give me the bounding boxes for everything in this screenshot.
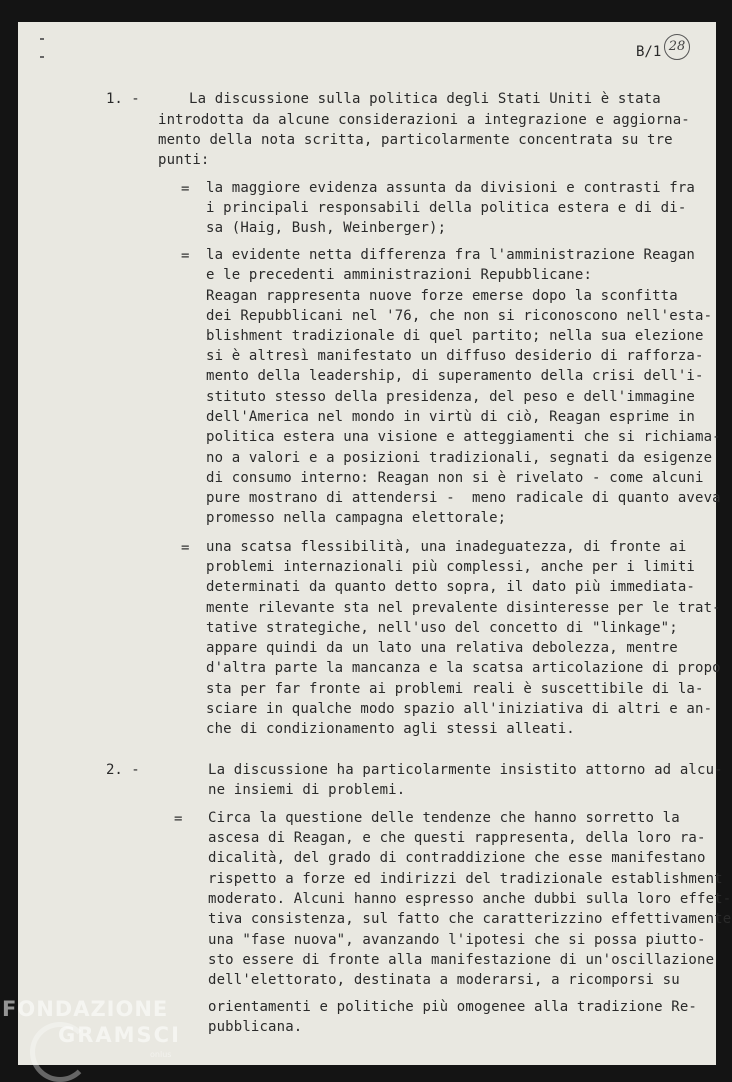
text-line: problemi internazionali più complessi, anche per i limiti: [206, 559, 695, 575]
text-line: orientamenti e politiche più omogenee alla tradizione Re-: [208, 999, 697, 1015]
text-line: dicalità, del grado di contraddizione che esse manifestano: [208, 850, 706, 866]
text-line: ne insiemi di problemi.: [208, 782, 406, 798]
bullet-marker: =: [181, 181, 190, 197]
text-line: che di condizionamento agli stessi alleati.: [206, 721, 575, 737]
bullet-marker: =: [174, 811, 183, 827]
text-line: punti:: [158, 152, 210, 168]
text-line: dell'elettorato, destinata a moderarsi, a ricomporsi su: [208, 972, 680, 988]
text-line: rispetto a forze ed indirizzi del tradizionale establishment: [208, 871, 723, 887]
text-line: tiva consistenza, sul fatto che caratterizzino effettivamente: [208, 911, 732, 927]
text-line: dell'America nel mondo in virtù di ciò, Reagan esprime in: [206, 409, 695, 425]
text-line: mento della leadership, di superamento della crisi dell'i-: [206, 368, 704, 384]
punch-mark: [40, 38, 44, 40]
text-line: mente rilevante sta nel prevalente disinteresse per le trat-: [206, 600, 721, 616]
text-line: blishment tradizionale di quel partito; nella sua elezione: [206, 328, 704, 344]
text-line: una scatsa flessibilità, una inadeguatezza, di fronte ai: [206, 539, 687, 555]
text-line: i principali responsabili della politica estera e di di-: [206, 200, 687, 216]
text-line: moderato. Alcuni hanno espresso anche dubbi sulla loro effet-: [208, 891, 732, 907]
text-line: la maggiore evidenza assunta da divisioni e contrasti fra: [206, 180, 695, 196]
text-line: d'altra parte la mancanza e la scatsa articolazione di propo: [206, 660, 721, 676]
section-number: 1. -: [106, 91, 140, 107]
watermark-logo: [2, 996, 181, 1048]
text-line: sa (Haig, Bush, Weinberger);: [206, 220, 447, 236]
punch-mark: [40, 56, 44, 58]
bullet-marker: =: [181, 540, 190, 556]
text-line: di consumo interno: Reagan non si è rivelato - come alcuni: [206, 470, 704, 486]
text-line: promesso nella campagna elettorale;: [206, 510, 507, 526]
text-line: pure mostrano di attendersi - meno radicale di quanto aveva: [206, 490, 721, 506]
section-number: 2. -: [106, 762, 140, 778]
text-line: appare quindi da un lato una relativa debolezza, mentre: [206, 640, 678, 656]
text-line: La discussione ha particolarmente insistito attorno ad alcu-: [208, 762, 723, 778]
text-line: e le precedenti amministrazioni Repubblicane:: [206, 267, 593, 283]
text-line: si è altresì manifestato un diffuso desiderio di rafforza-: [206, 348, 704, 364]
page-number-circled: 28: [664, 34, 690, 60]
text-line: sciare in qualche modo spazio all'iniziativa di altri e an-: [206, 701, 713, 717]
document-page: [18, 22, 732, 1065]
text-line: pubblicana.: [208, 1019, 303, 1035]
text-line: una "fase nuova", avanzando l'ipotesi che si possa piutto-: [208, 932, 706, 948]
text-line: introdotta da alcune considerazioni a integrazione e aggiorna-: [158, 112, 690, 128]
watermark-line2: GRAMSCI: [58, 1023, 181, 1047]
text-line: stituto stesso della presidenza, del peso e dell'immagine: [206, 389, 695, 405]
document-reference: B/1: [636, 44, 662, 60]
text-line: politica estera una visione e atteggiamenti che si richiama-: [206, 429, 721, 445]
text-line: tative strategiche, nell'uso del concetto di "linkage";: [206, 620, 678, 636]
text-line: Circa la questione delle tendenze che hanno sorretto la: [208, 810, 680, 826]
text-line: no a valori e a posizioni tradizionali, segnati da esigenze: [206, 450, 713, 466]
text-line: sto essere di fronte alla manifestazione di un'oscillazione: [208, 952, 715, 968]
text-line: Reagan rappresenta nuove forze emerse dopo la sconfitta: [206, 288, 678, 304]
text-line: determinati da quanto detto sopra, il dato più immediata-: [206, 579, 695, 595]
text-line: la evidente netta differenza fra l'amministrazione Reagan: [206, 247, 695, 263]
text-line: ascesa di Reagan, e che questi rappresenta, della loro ra-: [208, 830, 706, 846]
text-line: sta per far fronte ai problemi reali è suscettibile di la-: [206, 681, 704, 697]
bullet-marker: =: [181, 248, 190, 264]
text-line: dei Repubblicani nel '76, che non si riconoscono nell'esta-: [206, 308, 713, 324]
text-line: mento della nota scritta, particolarmente concentrata su tre: [158, 132, 673, 148]
watermark-sub: onlus: [150, 1050, 172, 1059]
watermark-line1: FONDAZIONE: [2, 997, 169, 1021]
text-line: La discussione sulla politica degli Stati Uniti è stata: [189, 91, 661, 107]
